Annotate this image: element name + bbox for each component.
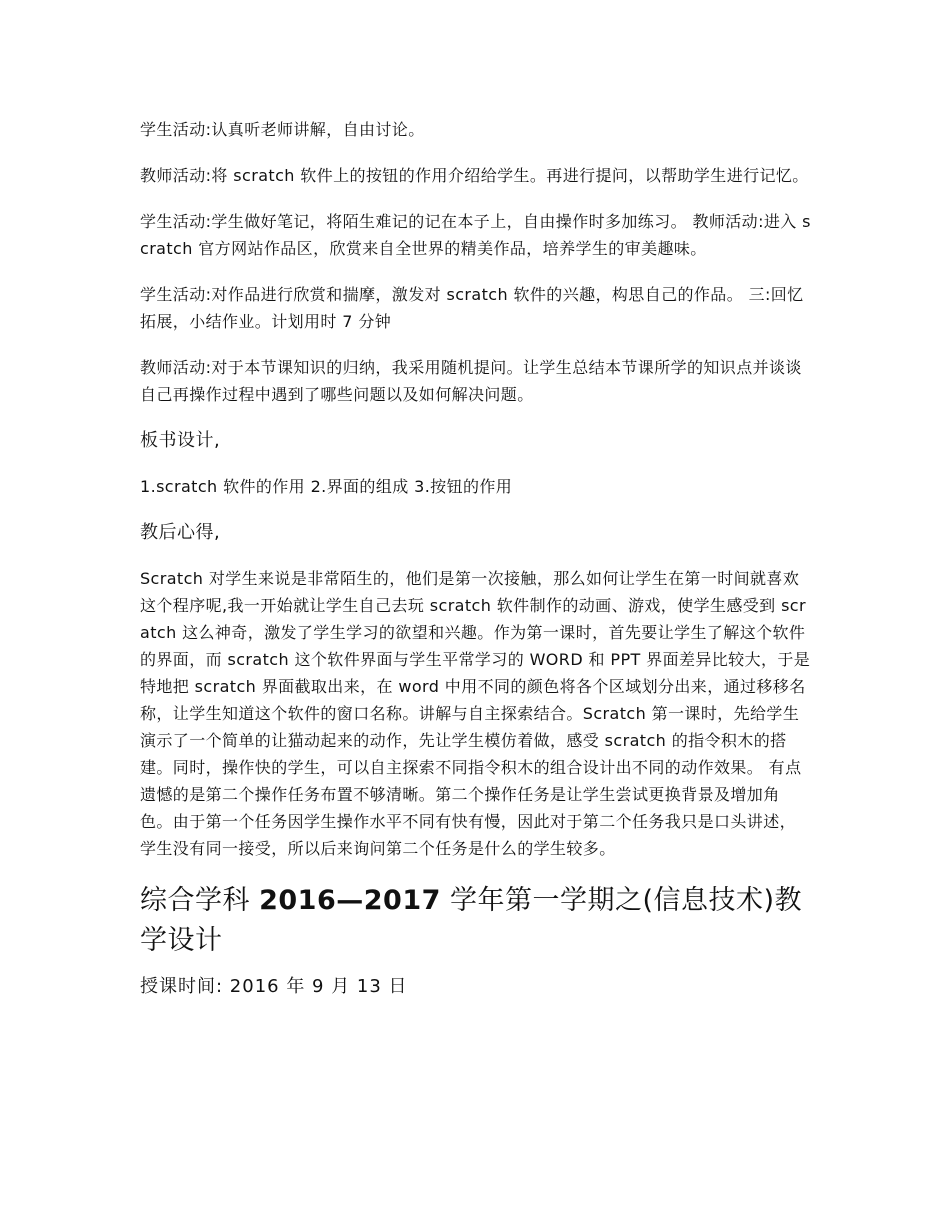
- reflection-text: Scratch 对学生来说是非常陌生的，他们是第一次接触，那么如何让学生在第一时间就喜欢这个程序呢,我一开始就让学生自己去玩 scratch 软件制作的动画、游戏，使学生感受到 scratch 这么神奇，激发了学生学习的欲望和兴趣。作为第一课时，首先要让学生了解这个软件的界面，而 scratch 这个软件界面与学生平常学习的 WORD 和 PPT 界面差异比较大，于是特地把 scratch 界面截取出来，在 word 中用不同的颜色将各个区域划分出来，通过移移名称，让学生知道这个软件的窗口名称。讲解与自主探索结合。Scratch 第一课时，先给学生演示了一个简单的让猫动起来的动作，先让学生模仿着做，感受 scratch 的指令积木的搭建。同时，操作快的学生，可以自主探索不同指令积木的组合设计出不同的动作效果。 有点遗憾的是第二个操作任务布置不够清晰。第二个操作任务是让学生尝试更换背景及增加角色。由于第一个任务因学生操作水平不同有快有慢，因此对于第二个任务我只是口头讲述，学生没有同一接受，所以后来询问第二个任务是什么的学生较多。: [140, 569, 811, 858]
- paragraph-teacher-activity-1: 教师活动:将 scratch 软件上的按钮的作用介绍给学生。再进行提问，以帮助学生进行记忆。: [140, 166, 809, 185]
- heading-suffix: 学年第一学期之(信息技术)教学设计: [140, 885, 803, 956]
- document-heading: [140, 881, 812, 961]
- board-design-items: 1.scratch 软件的作用 2.界面的组成 3.按钮的作用: [140, 477, 513, 496]
- paragraph-student-activity-2: 学生活动:学生做好笔记，将陌生难记的记在本子上，自由操作时多加练习。 教师活动:进入 scratch 官方网站作品区，欣赏来自全世界的精美作品，培养学生的审美趣味。: [140, 212, 811, 258]
- heading-prefix: 综合学科: [140, 885, 260, 916]
- reflection-label: 教后心得,: [140, 522, 221, 543]
- class-time: 授课时间: 2016 年 9 月 13 日: [140, 976, 408, 997]
- document-page: [140, 116, 812, 1000]
- paragraph-teacher-activity-2: 教师活动:对于本节课知识的归纳，我采用随机提问。让学生总结本节课所学的知识点并谈谈自己再操作过程中遇到了哪些问题以及如何解决问题。: [140, 358, 802, 404]
- paragraph-student-activity-1: 学生活动:认真听老师讲解，自由讨论。: [140, 120, 425, 139]
- board-design-label: 板书设计,: [140, 430, 221, 451]
- heading-years: 2016—2017: [259, 885, 441, 916]
- paragraph-student-activity-3: 学生活动:对作品进行欣赏和揣摩，激发对 scratch 软件的兴趣，构思自己的作品。 三:回忆拓展，小结作业。计划用时 7 分钟: [140, 285, 804, 331]
